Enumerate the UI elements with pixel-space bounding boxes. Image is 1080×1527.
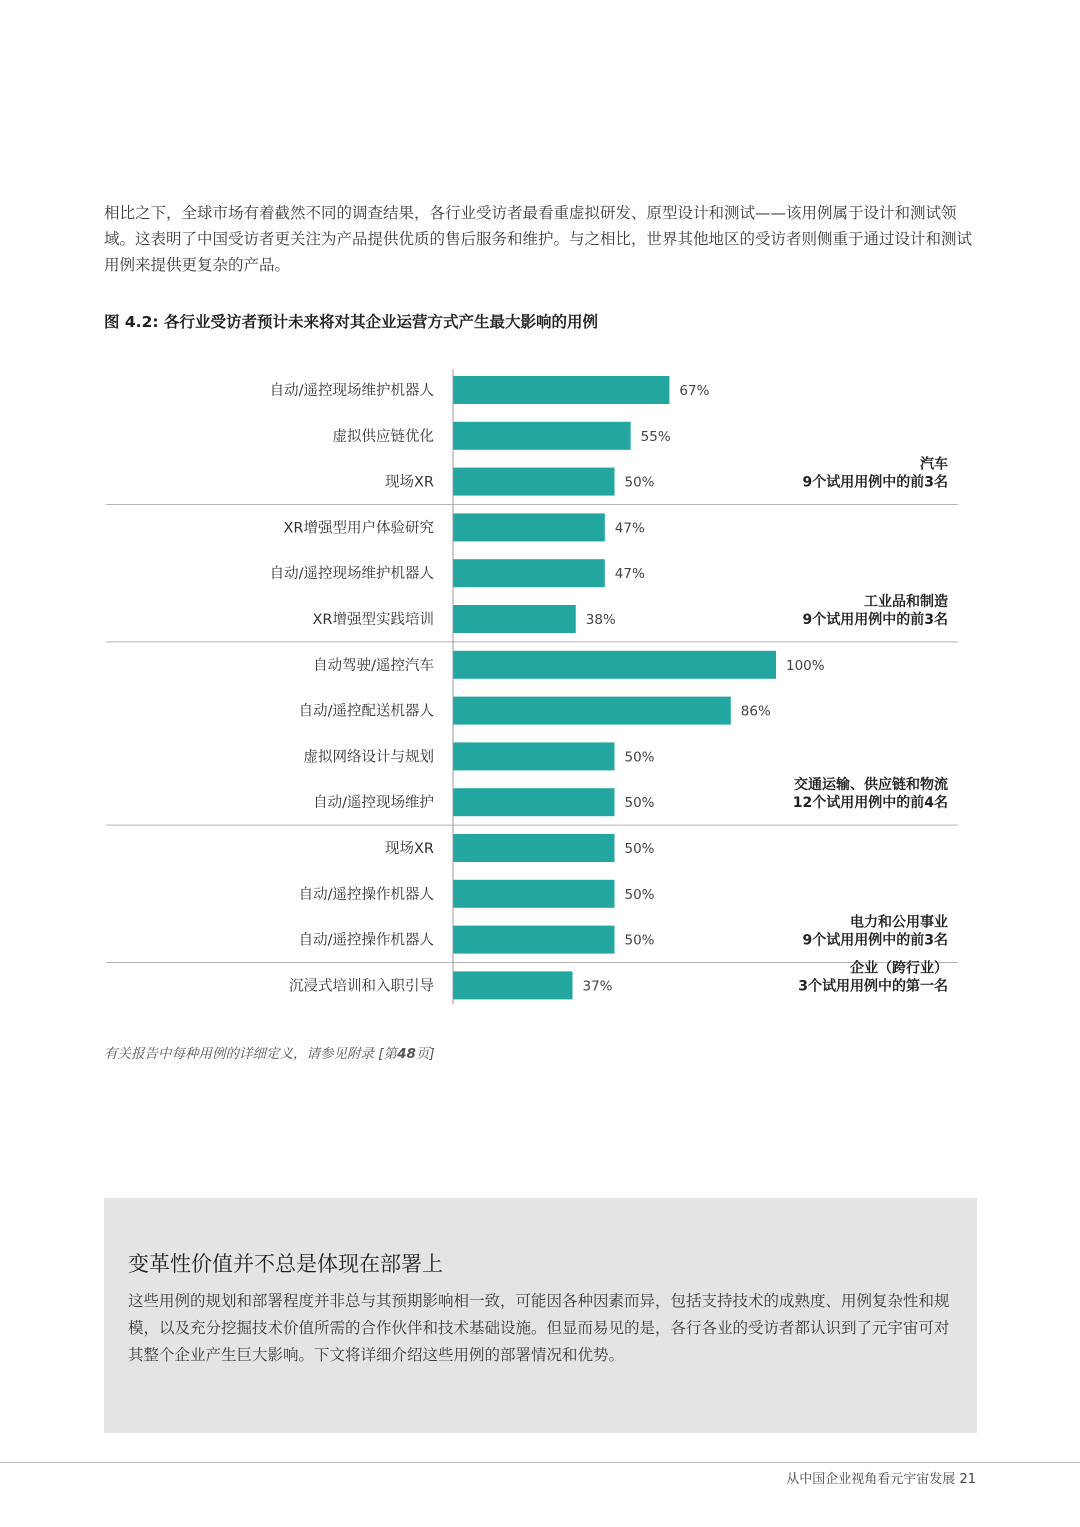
bar-category-label: 自动/遥控现场维护机器人 [269, 383, 434, 399]
group-subtitle: 12个试用用例中的前4名 [792, 795, 948, 812]
bar [453, 651, 776, 679]
bar-value-label: 47% [614, 566, 645, 583]
bar-category-label: XR增强型实践培训 [312, 612, 434, 628]
bar [453, 697, 731, 725]
group-title: 工业品和制造 [864, 594, 948, 610]
footnote-suffix: 页] [415, 1046, 435, 1062]
group-subtitle: 9个试用用例中的前3名 [802, 932, 948, 949]
bar [453, 559, 605, 587]
footnote-prefix: 有关报告中每种用例的详细定义，请参见附录 [第 [104, 1046, 398, 1062]
bar-category-label: 自动/遥控操作机器人 [298, 932, 434, 949]
figure-title: 图 4.2: 各行业受访者预计未来将对其企业运营方式产生最大影响的用例 [104, 313, 598, 331]
footnote-page-link[interactable]: 48 [397, 1046, 416, 1062]
bar [453, 971, 573, 999]
group-subtitle: 3个试用用例中的第一名 [798, 978, 948, 995]
bar-category-label: XR增强型用户体验研究 [283, 520, 434, 537]
use-case-bar-chart [0, 360, 1080, 1020]
bar-value-label: 100% [786, 657, 825, 674]
bar-value-label: 50% [624, 886, 655, 903]
bar-category-label: 现场XR [384, 841, 434, 857]
group-title: 电力和公用事业 [850, 914, 948, 931]
bar [453, 605, 576, 633]
bar-category-label: 虚拟网络设计与规划 [303, 749, 434, 766]
appendix-footnote [104, 1042, 435, 1062]
bar [453, 468, 615, 496]
bar-category-label: 沉浸式培训和入职引导 [289, 978, 434, 995]
bar [453, 376, 669, 404]
bar-value-label: 38% [585, 612, 616, 628]
callout-heading: 变革性价值并不总是体现在部署上 [128, 1252, 443, 1276]
bar-category-label: 自动/遥控现场维护 [313, 795, 434, 812]
footer-title: 从中国企业视角看元宇宙发展 [786, 1472, 956, 1487]
bar-value-label: 67% [679, 383, 710, 399]
group-subtitle: 9个试用用例中的前3名 [802, 612, 948, 628]
bar-category-label: 自动/遥控配送机器人 [298, 703, 434, 720]
bar [453, 422, 631, 450]
bar-value-label: 55% [640, 428, 671, 445]
bar [453, 834, 615, 862]
bar-value-label: 50% [624, 749, 655, 766]
bar [453, 788, 615, 816]
bar [453, 742, 615, 770]
bar-value-label: 50% [624, 841, 655, 857]
bar-value-label: 50% [624, 474, 655, 491]
bar-category-label: 自动/遥控操作机器人 [298, 886, 434, 903]
footer-divider [0, 1462, 1080, 1463]
group-title: 交通运输、供应链和物流 [794, 777, 948, 794]
bar-value-label: 50% [624, 932, 655, 949]
bar-category-label: 现场XR [384, 474, 434, 491]
bar-value-label: 47% [614, 520, 645, 537]
bar-category-label: 自动/遥控现场维护机器人 [269, 566, 434, 583]
page-number: 21 [959, 1472, 976, 1487]
intro-paragraph: 相比之下，全球市场有着截然不同的调查结果，各行业受访者最看重虚拟研发、原型设计和测试——该用例属于设计和测试领域。这表明了中国受访者更关注为产品提供优质的售后服务和维护。与之相比，世界其他地区的受访者则侧重于通过设计和测试用例来提供更复杂的产品。 [104, 204, 973, 274]
group-subtitle: 9个试用用例中的前3名 [802, 474, 948, 491]
bar-value-label: 37% [582, 978, 613, 995]
bar-category-label: 虚拟供应链优化 [332, 428, 434, 445]
bar [453, 926, 615, 954]
bar [453, 513, 605, 541]
bar [453, 880, 615, 908]
group-title: 汽车 [920, 456, 948, 473]
callout-body: 这些用例的规划和部署程度并非总与其预期影响相一致，可能因各种因素而异，包括支持技术的成熟度、用例复杂性和规模，以及充分挖掘技术价值所需的合作伙伴和技术基础设施。但显而易见的是，各行各业的受访者都认识到了元宇宙可对其整个企业产生巨大影响。下文将详细介绍这些用例的部署情况和优势。 [128, 1292, 950, 1364]
bar-value-label: 86% [740, 703, 771, 720]
bar-value-label: 50% [624, 795, 655, 812]
callout-box [104, 1198, 977, 1433]
page-footer [786, 1468, 976, 1487]
bar-category-label: 自动驾驶/遥控汽车 [313, 657, 434, 674]
group-title: 企业（跨行业） [850, 960, 948, 977]
